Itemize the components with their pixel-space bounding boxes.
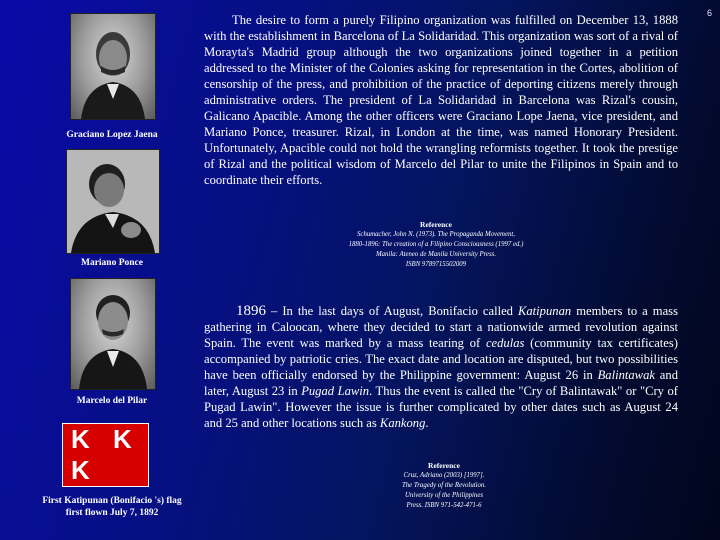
reference-1-line2: 1880-1896: The creation of a Filipino Consciousness (1997 ed.) [348,241,524,248]
p2-pugad-lawin: Pugad Lawin [301,384,370,398]
portrait-ponce [66,149,160,254]
reference-2-title: Reference [428,461,460,470]
p2-text-a: – In the last days of August, Bonifacio called [266,304,518,318]
reference-2-line2: The Tragedy of the Revolution. [401,482,486,489]
katipunan-flag: K K K [62,423,149,487]
p2-text-c: (community tax certificates) accompanied by patriotic cries. The exact date and location are disputed, but two possibilities have been officially endorsed by the Philippine government: August 26 in [204,336,678,382]
p2-kankong: Kankong [379,416,426,430]
reference-1-title: Reference [420,220,452,229]
paragraph-1896 [204,303,678,431]
reference-1 [316,220,556,270]
reference-2 [334,461,554,511]
reference-1-line4: ISBN 9789715502009 [405,261,467,268]
p2-text-d: and later, August 23 in [204,368,678,398]
portrait-jaena [70,13,156,120]
p2-text-e: . Thus the event is called the "Cry of Balintawak" or "Cry of Pugad Lawin". However the issue is further complicated by other dates such as August 24 and 25 and other locations such as [204,384,678,430]
caption-flag-line2: first flown July 7, 1892 [65,508,159,518]
p2-katipunan: Katipunan [517,304,572,318]
reference-2-line3: University of the Philippines [405,492,483,499]
paragraph-la-solidaridad: The desire to form a purely Filipino organization was fulfilled on December 13, 1888 with the establishment in Barcelona of La Solidaridad. This organization was sort of a rival of Morayta's Madrid group although the two organizations joined together in a petition addressed to the Minister of the Colonies asking for representation in the Cortes, abolition of censorship of the press, and prohibition of the practice of deporting citizens merely through administrative orders. The president of La Solidaridad in Barcelona was Rizal's cousin, Galicano Apacible. Among the other officers were Graciano Lope Jaena, vice president, and Mariano Ponce, treasurer. Rizal, in London at the time, was named Honorary President. Unfortunately, Apacible could not hold the wrangling reformists together. It took the prestige of Rizal and the political wisdom of Marcelo del Pilar to unite the Filipinos in Spain and to coordinate their efforts. [204,13,678,187]
p2-balintawak: Balintawak [597,368,655,382]
caption-flag [22,495,202,519]
caption-flag-line1: First Katipunan (Bonifacio 's) flag [42,496,182,506]
p2-cedulas: cedulas [485,336,525,350]
caption-ponce: Mariano Ponce [80,258,143,268]
year-1896: 1896 [236,303,266,319]
reference-2-line4: Press. ISBN 971-542-471-6 [406,502,482,509]
reference-1-line3: Manila: Ateneo de Manila University Press. [375,251,497,258]
slide-number: 6 [706,8,712,18]
p2-text-b: members to a mass gathering in Caloocan, where they decided to start a nationwide armed revolution against Spain. The event was marked by a mass tearing of [204,304,678,350]
p2-text-f: . [425,416,429,430]
portrait-pilar [70,278,156,390]
reference-1-line1: Schumacher, John N. (1973). The Propaganda Movement, [357,231,515,238]
caption-pilar: Marcelo del Pilar [76,396,148,406]
caption-jaena: Graciano Lopez Jaena [66,130,158,140]
reference-2-line1: Cruz, Adriano (2003) [1997]. [403,472,485,479]
